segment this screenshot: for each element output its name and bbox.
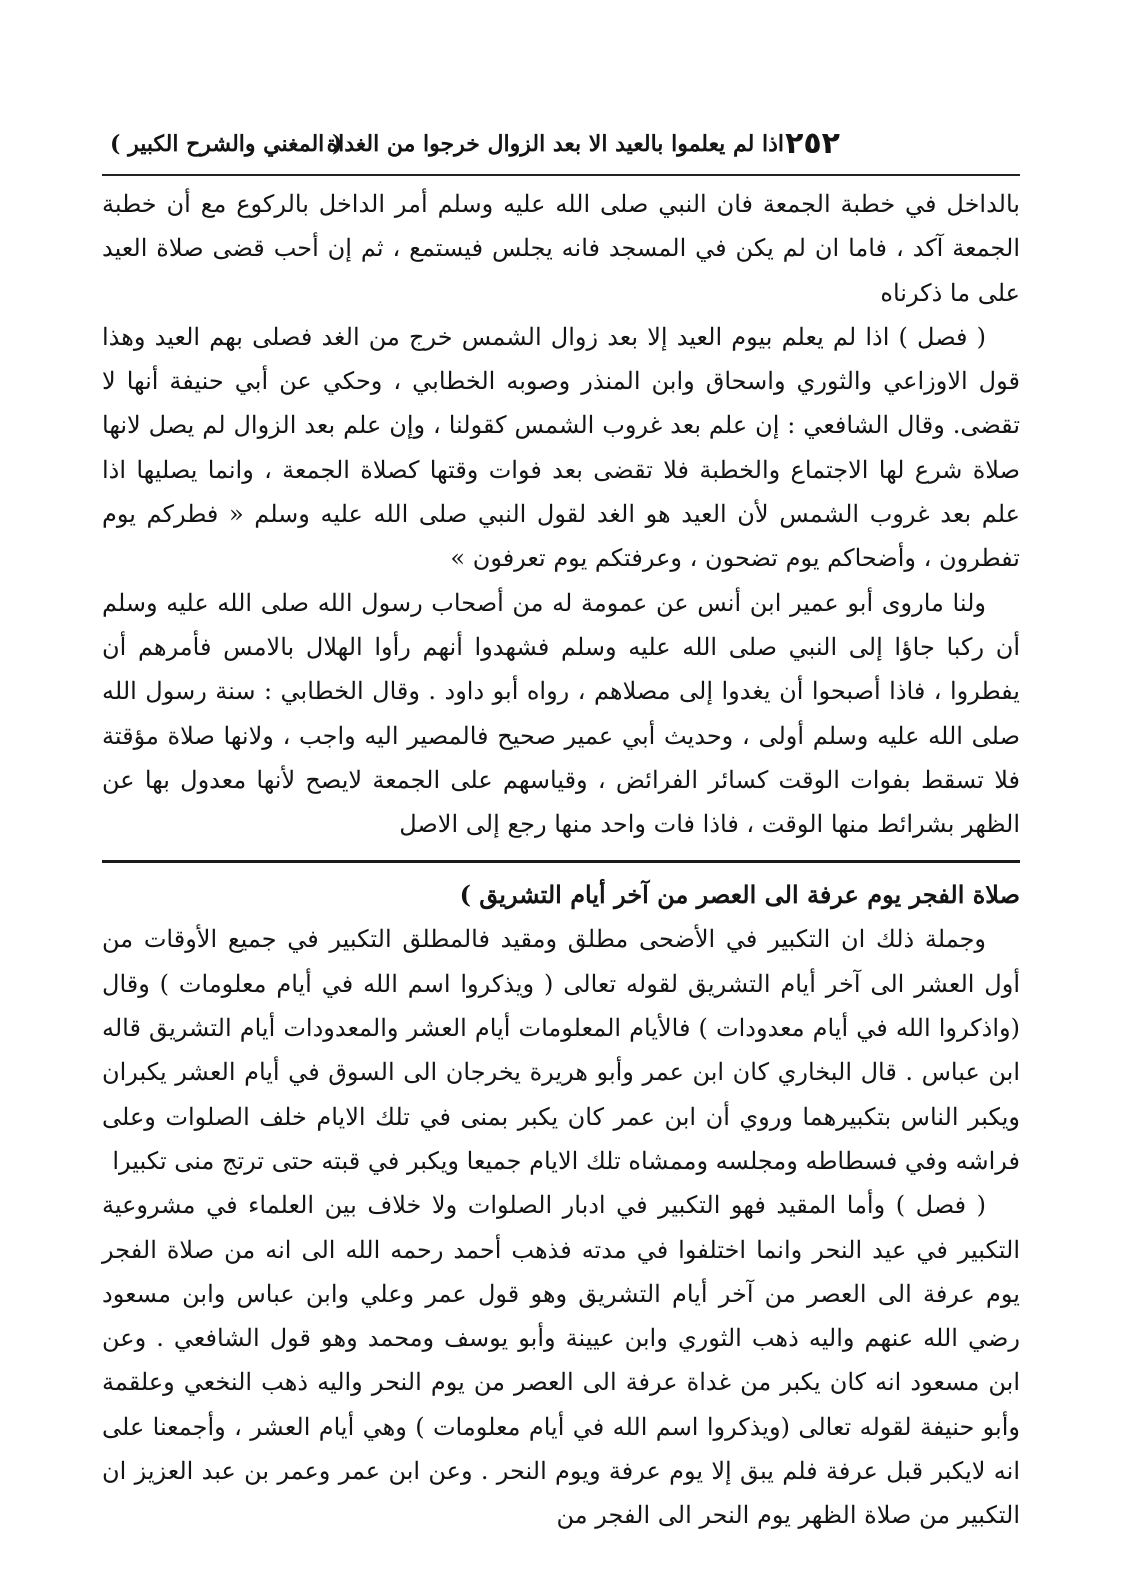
running-header <box>102 118 1020 170</box>
book-title: ( المغني والشرح الكبير ) <box>110 131 343 157</box>
chapter-title: اذا لم يعلموا بالعيد الا بعد الزوال خرجوا من الغداة <box>326 131 784 157</box>
paragraph-takbir-general: وجملة ذلك ان التكبير في الأضحى مطلق ومقيد فالمطلق التكبير في جميع الأوقات من أول العشر الى آخر أيام التشريق لقوله تعالى ( ويذكروا اسم الله في أيام معلومات ) وقال (واذكروا الله في أيام معدودات ) فالأيام المعلومات أيام العشر والمعدودات أيام التشريق قاله ابن عباس . قال البخاري كان ابن عمر وأبو هريرة يخرجان الى السوق في أيام العشر يكبران ويكبر الناس بتكبيرهما وروي أن ابن عمر كان يكبر بمنى في تلك الايام خلف الصلوات وعلى فراشه وفي فسطاطه ومجلسه وممشاه تلك الايام جميعا ويكبر في قبته حتى ترتج منى تكبيرا <box>102 925 1021 1175</box>
paragraph-continuation: بالداخل في خطبة الجمعة فان النبي صلى الله عليه وسلم أمر الداخل بالركوع مع أن خطبة الجمعة آكد ، فاما ان لم يكن في المسجد فانه يجلس فيستمع ، ثم إن أحب قضى صلاة العيد على ما ذكرناه <box>102 190 1020 307</box>
section-divider <box>102 860 1020 863</box>
section-heading: صلاة الفجر يوم عرفة الى العصر من آخر أيام التشريق ) <box>459 880 1020 910</box>
top-section <box>102 182 1020 846</box>
paragraph-fasl-takbir-restricted: ( فصل ) وأما المقيد فهو التكبير في ادبار الصلوات ولا خلاف بين العلماء في مشروعية التكبير في عيد النحر وانما اختلفوا في مدته فذهب أحمد رحمه الله الى انه من صلاة الفجر يوم عرفة الى العصر من آخر أيام التشريق وهو قول عمر وعلي وابن عباس وابن مسعود رضي الله عنهم واليه ذهب الثوري وابن عيينة وأبو يوسف ومحمد وهو قول الشافعي . وعن ابن مسعود انه كان يكبر من غداة عرفة الى العصر من يوم النحر واليه ذهب النخعي وعلقمة وأبو حنيفة لقوله تعالى (ويذكروا اسم الله في أيام معلومات ) وهي أيام العشر ، وأجمعنا على انه لايكبر قبل عرفة فلم يبق إلا يوم عرفة ويوم النحر . وعن ابن عمر وعمر بن عبد العزيز ان التكبير من صلاة الظهر يوم النحر الى الفجر من <box>102 1191 1020 1530</box>
paragraph-fasl-eid: ( فصل ) اذا لم يعلم بيوم العيد إلا بعد زوال الشمس خرج من الغد فصلى بهم العيد وهذا قول الاوزاعي والثوري واسحاق وابن المنذر وصوبه الخطابي ، وحكي عن أبي حنيفة أنها لا تقضى. وقال الشافعي : إن علم بعد غروب الشمس كقولنا ، وإن علم بعد الزوال لم يصل لانها صلاة شرع لها الاجتماع والخطبة فلا تقضى بعد فوات وقتها كصلاة الجمعة ، وانما يصليها اذا علم بعد غروب الشمس لأن العيد هو الغد لقول النبي صلى الله عليه وسلم « فطركم يوم تفطرون ، وأضحاكم يوم تضحون ، وعرفتكم يوم تعرفون » <box>102 322 1020 573</box>
header-rule <box>102 174 1020 176</box>
page-number: ٢٥٢ <box>785 126 840 161</box>
book-page <box>102 118 1020 1538</box>
paragraph-evidence: ولنا ماروى أبو عمير ابن أنس عن عمومة له من أصحاب رسول الله صلى الله عليه وسلم أن ركبا جاؤا إلى النبي صلى الله عليه وسلم فشهدوا أنهم رأوا الهلال بالامس فأمرهم أن يفطروا ، فاذا أصبحوا أن يغدوا إلى مصلاهم ، رواه أبو داود . وقال الخطابي : سنة رسول الله صلى الله عليه وسلم أولى ، وحديث أبي عمير صحيح فالمصير اليه واجب ، ولانها صلاة مؤقتة فلا تسقط بفوات الوقت كسائر الفرائض ، وقياسهم على الجمعة لايصح لأنها معدول بها عن الظهر بشرائط منها الوقت ، فاذا فات واحد منها رجع إلى الاصل <box>102 588 1020 839</box>
bottom-section <box>102 873 1020 1537</box>
